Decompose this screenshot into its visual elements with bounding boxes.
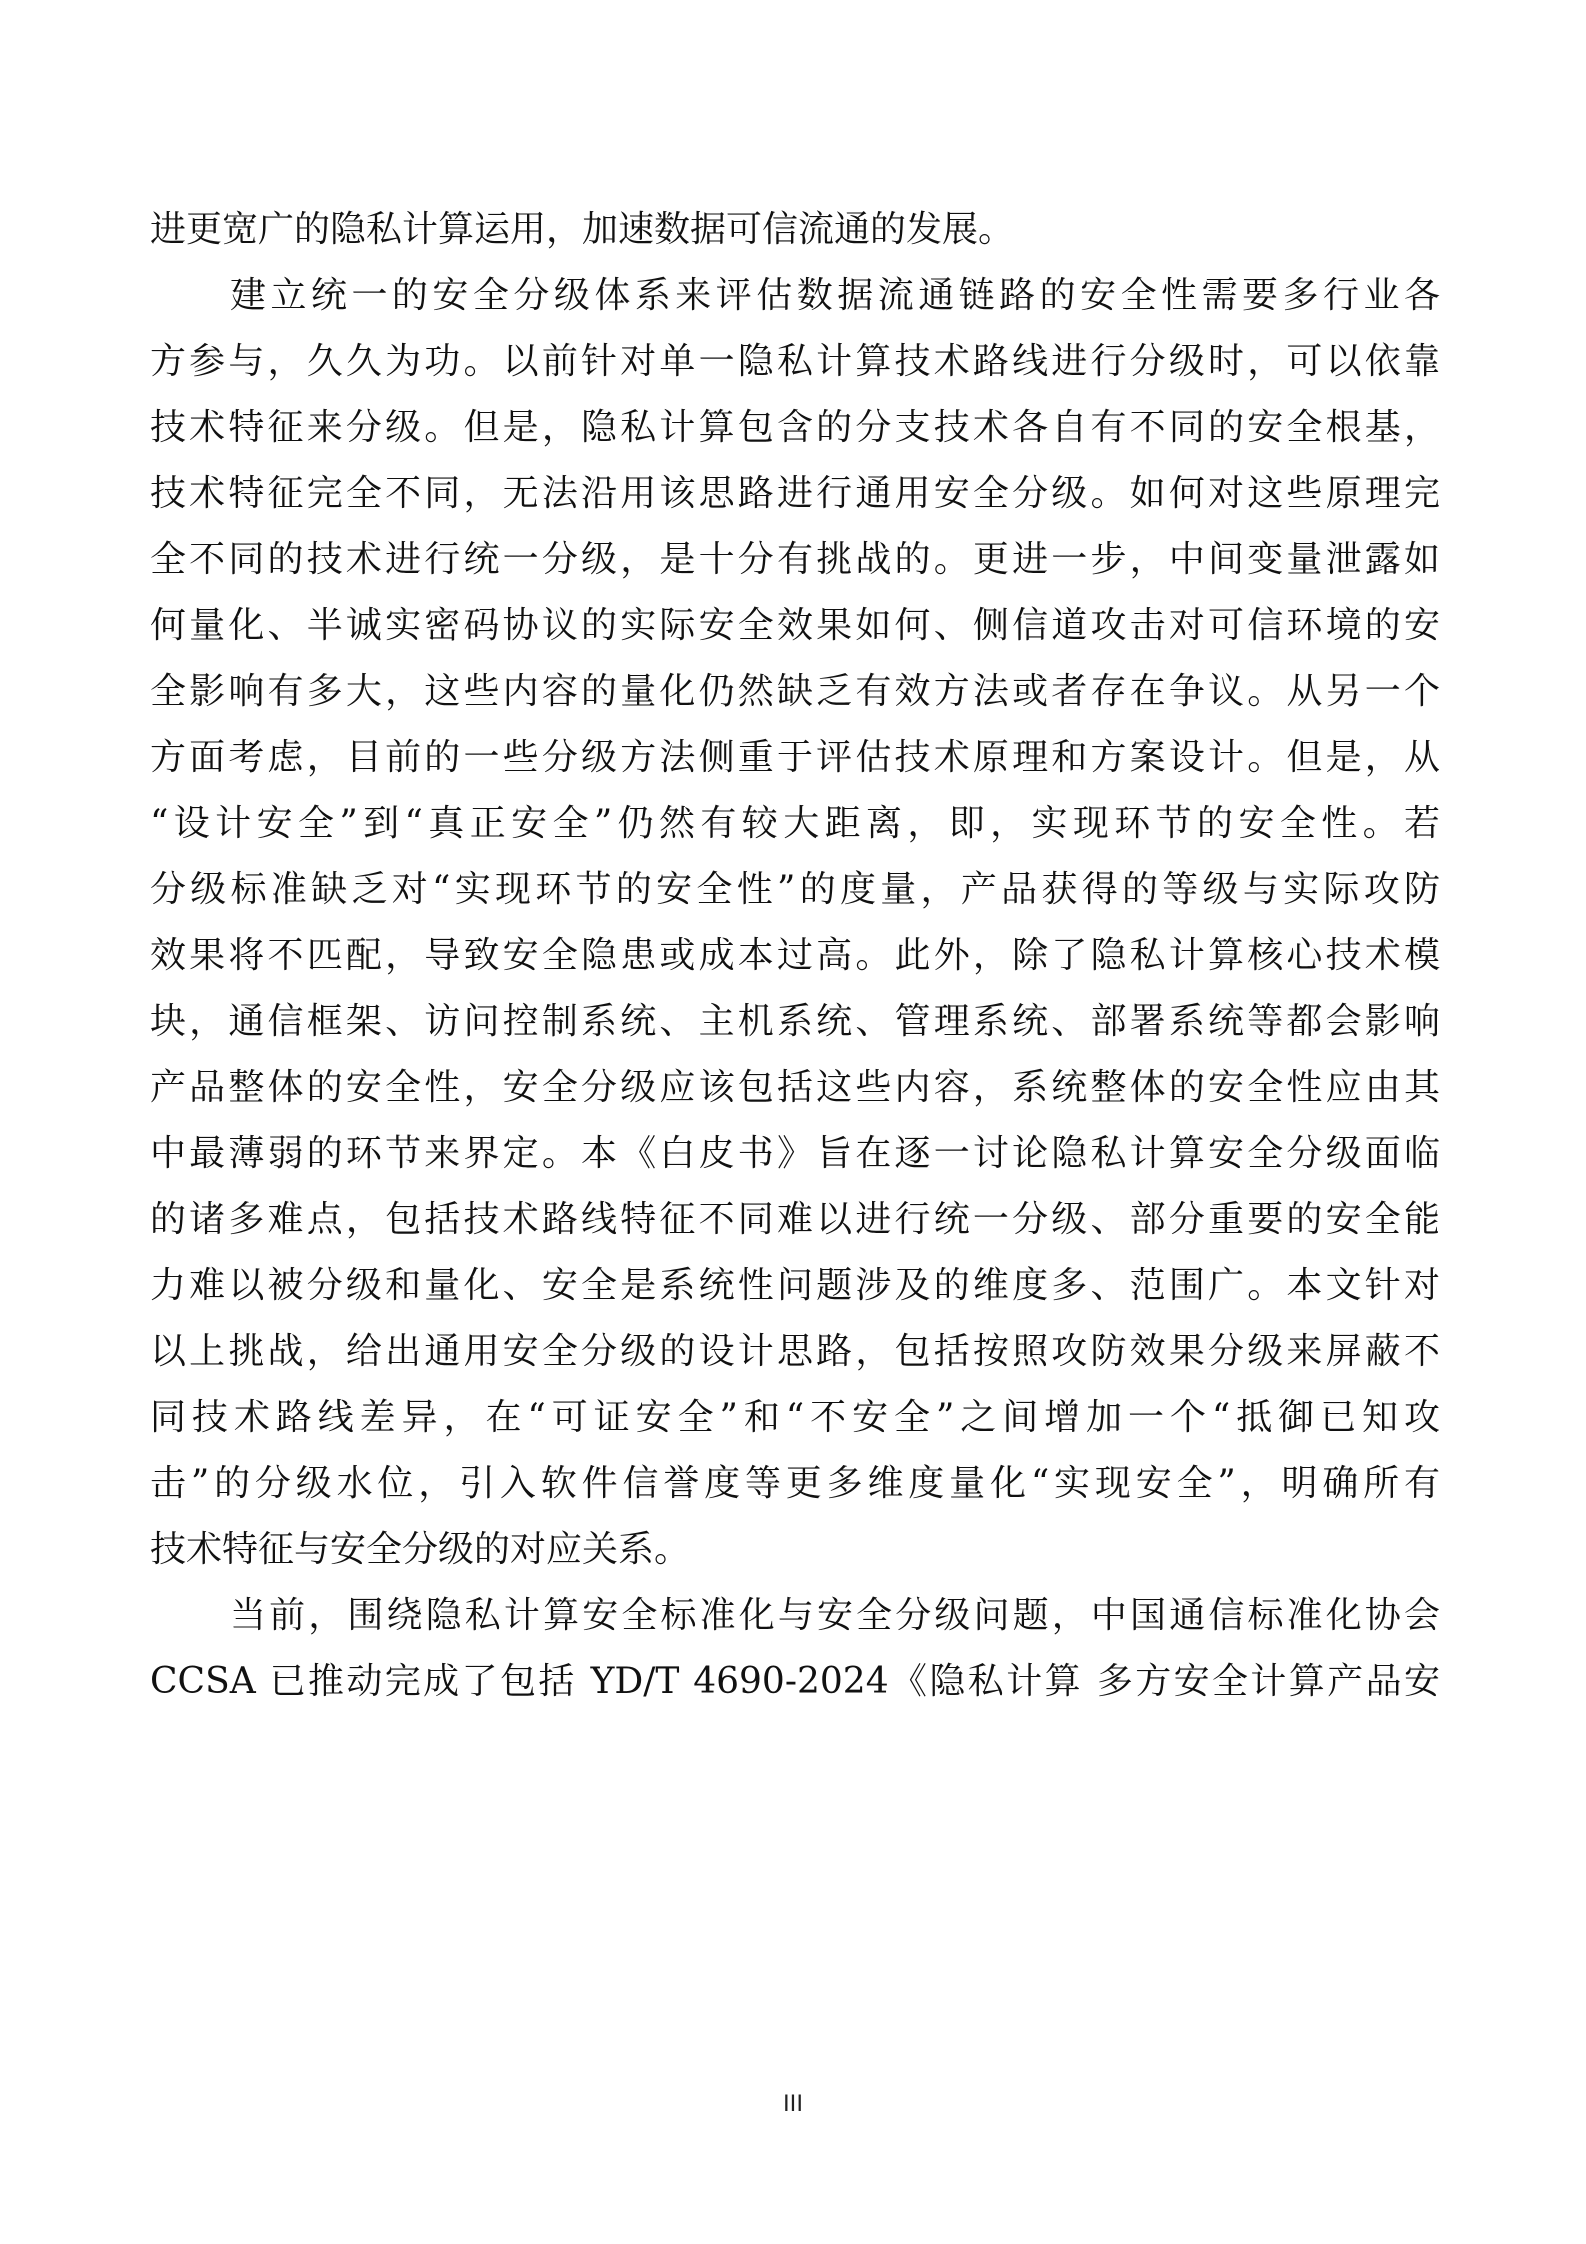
text-line: 效果将不匹配，导致安全隐患或成本过高。此外，除了隐私计算核心技术模 bbox=[150, 935, 1440, 976]
text-line: 方参与，久久为功。以前针对单一隐私计算技术路线进行分级时，可以依靠 bbox=[150, 341, 1440, 382]
text-line: 技术特征与安全分级的对应关系。 bbox=[150, 1529, 691, 1570]
text-line: 建立统一的安全分级体系来评估数据流通链路的安全性需要多行业各 bbox=[230, 275, 1440, 316]
text-line: “设计安全”到“真正安全”仍然有较大距离，即，实现环节的安全性。若 bbox=[150, 803, 1440, 844]
text-line: 进更宽广的隐私计算运用，加速数据可信流通的发展。 bbox=[150, 209, 1015, 250]
text-line: 块，通信框架、访问控制系统、主机系统、管理系统、部署系统等都会影响 bbox=[150, 1001, 1440, 1042]
text-line: 方面考虑，目前的一些分级方法侧重于评估技术原理和方案设计。但是，从 bbox=[150, 737, 1440, 778]
text-line: 以上挑战，给出通用安全分级的设计思路，包括按照攻防效果分级来屏蔽不 bbox=[150, 1331, 1440, 1372]
text-line: 全不同的技术进行统一分级，是十分有挑战的。更进一步，中间变量泄露如 bbox=[150, 539, 1440, 580]
text-line: 同技术路线差异，在“可证安全”和“不安全”之间增加一个“抵御已知攻 bbox=[150, 1397, 1440, 1438]
page-number: III bbox=[782, 2090, 803, 2117]
text-line: 击”的分级水位，引入软件信誉度等更多维度量化“实现安全”，明确所有 bbox=[150, 1463, 1440, 1504]
text-line: 的诸多难点，包括技术路线特征不同难以进行统一分级、部分重要的安全能 bbox=[150, 1199, 1440, 1240]
text-line: 中最薄弱的环节来界定。本《白皮书》旨在逐一讨论隐私计算安全分级面临 bbox=[150, 1133, 1440, 1174]
text-line: 技术特征完全不同，无法沿用该思路进行通用安全分级。如何对这些原理完 bbox=[150, 473, 1440, 514]
text-line: 分级标准缺乏对“实现环节的安全性”的度量，产品获得的等级与实际攻防 bbox=[150, 869, 1440, 910]
text-line: 技术特征来分级。但是，隐私计算包含的分支技术各自有不同的安全根基， bbox=[150, 407, 1440, 448]
text-line: CCSA 已推动完成了包括 YD/T 4690-2024《隐私计算 多方安全计算产品安 bbox=[150, 1661, 1440, 1702]
text-line: 产品整体的安全性，安全分级应该包括这些内容，系统整体的安全性应由其 bbox=[150, 1067, 1440, 1108]
text-line: 当前，围绕隐私计算安全标准化与安全分级问题，中国通信标准化协会 bbox=[230, 1595, 1440, 1636]
text-line: 全影响有多大，这些内容的量化仍然缺乏有效方法或者存在争议。从另一个 bbox=[150, 671, 1440, 712]
text-line: 力难以被分级和量化、安全是系统性问题涉及的维度多、范围广。本文针对 bbox=[150, 1265, 1440, 1306]
text-line: 何量化、半诚实密码协议的实际安全效果如何、侧信道攻击对可信环境的安 bbox=[150, 605, 1440, 646]
